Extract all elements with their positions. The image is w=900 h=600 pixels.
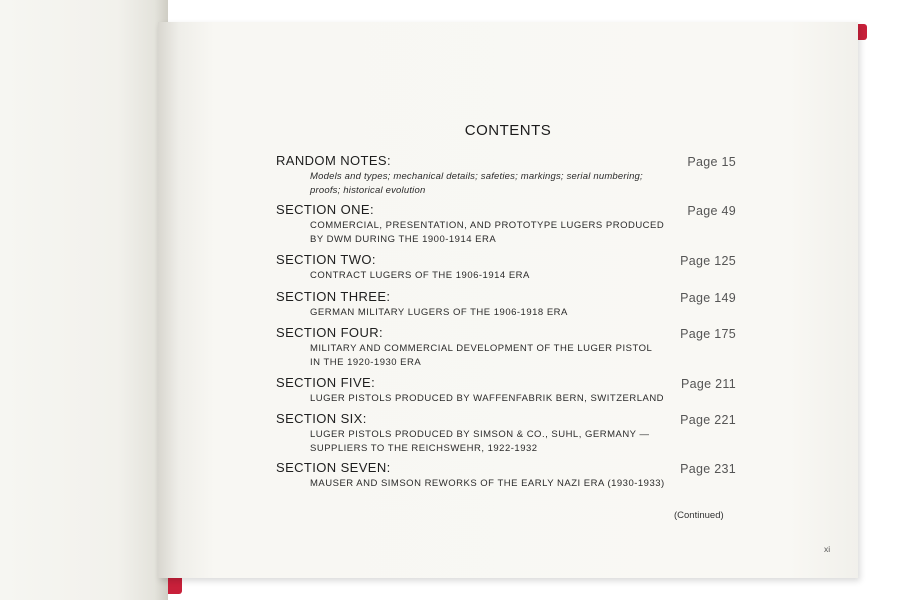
toc-entry-line: COMMERCIAL, PRESENTATION, AND PROTOTYPE LUGERS PRODUCED: [310, 220, 665, 231]
toc-entry-line: IN THE 1920-1930 ERA: [310, 356, 422, 368]
continued-note: (Continued): [674, 510, 724, 521]
toc-entry-description: [310, 392, 710, 406]
toc-entry-page: Page 231: [680, 462, 736, 476]
toc-entry-page: Page 15: [687, 155, 736, 169]
toc-entry-title: SECTION TWO:: [276, 252, 376, 267]
toc-entry-line: CONTRACT LUGERS OF THE 1906-1914 ERA: [310, 270, 530, 281]
toc-entry-page: Page 125: [680, 254, 736, 268]
toc-entry-page: Page 221: [680, 413, 736, 427]
toc-entry-page: Page 175: [680, 327, 736, 341]
toc-entry-description: [310, 477, 710, 491]
toc-entry: [276, 325, 736, 369]
page-title: CONTENTS: [464, 122, 552, 139]
toc-entry-description: [310, 269, 710, 283]
toc-entry-description: [310, 219, 710, 246]
contents-page: [158, 22, 858, 578]
toc-entry-title: SECTION SIX:: [276, 411, 367, 426]
toc-entry-line: MAUSER AND SIMSON REWORKS OF THE EARLY NAZI ERA (1930-1933): [310, 478, 665, 489]
toc-entry-title: SECTION ONE:: [276, 202, 374, 217]
toc-entry-line: Models and types; mechanical details; safeties; markings; serial numbering;: [310, 171, 643, 182]
toc-entry-title: SECTION FOUR:: [276, 325, 384, 340]
toc-entry: [276, 411, 736, 455]
toc-entry-line: MILITARY AND COMMERCIAL DEVELOPMENT OF THE LUGER PISTOL: [310, 343, 653, 354]
toc-entry: [276, 153, 736, 197]
toc-entry-description: [310, 170, 720, 197]
toc-entry: [276, 460, 736, 491]
toc-entry: [276, 202, 736, 246]
toc-entry-line: SUPPLIERS TO THE REICHSWEHR, 1922-1932: [310, 442, 538, 454]
toc-entry: [276, 252, 736, 283]
toc-entry-page: Page 149: [680, 291, 736, 305]
toc-entry-title: SECTION THREE:: [276, 289, 391, 304]
toc-entry-page: Page 49: [687, 204, 736, 218]
toc-entry-page: Page 211: [681, 377, 736, 391]
right-page: [158, 22, 858, 578]
toc-entry-line: LUGER PISTOLS PRODUCED BY WAFFENFABRIK BERN, SWITZERLAND: [310, 393, 665, 404]
toc-entry: [276, 289, 736, 320]
toc-entry-line: BY DWM DURING THE 1900-1914 ERA: [310, 233, 497, 245]
toc-entry-title: SECTION FIVE:: [276, 375, 376, 390]
toc-entry: [276, 375, 736, 406]
toc-entry-description: [310, 306, 710, 320]
toc-entry-line: GERMAN MILITARY LUGERS OF THE 1906-1918 ERA: [310, 307, 568, 318]
toc-entry-title: RANDOM NOTES:: [276, 153, 391, 168]
page-number: xi: [824, 544, 831, 554]
toc-entry-title: SECTION SEVEN:: [276, 460, 391, 475]
toc-entry-description: [310, 342, 710, 369]
toc-entry-line: LUGER PISTOLS PRODUCED BY SIMSON & CO., SUHL, GERMANY —: [310, 429, 650, 440]
toc-entry-line: proofs; historical evolution: [310, 184, 426, 196]
toc-entry-description: [310, 428, 710, 455]
left-page: [0, 0, 168, 600]
